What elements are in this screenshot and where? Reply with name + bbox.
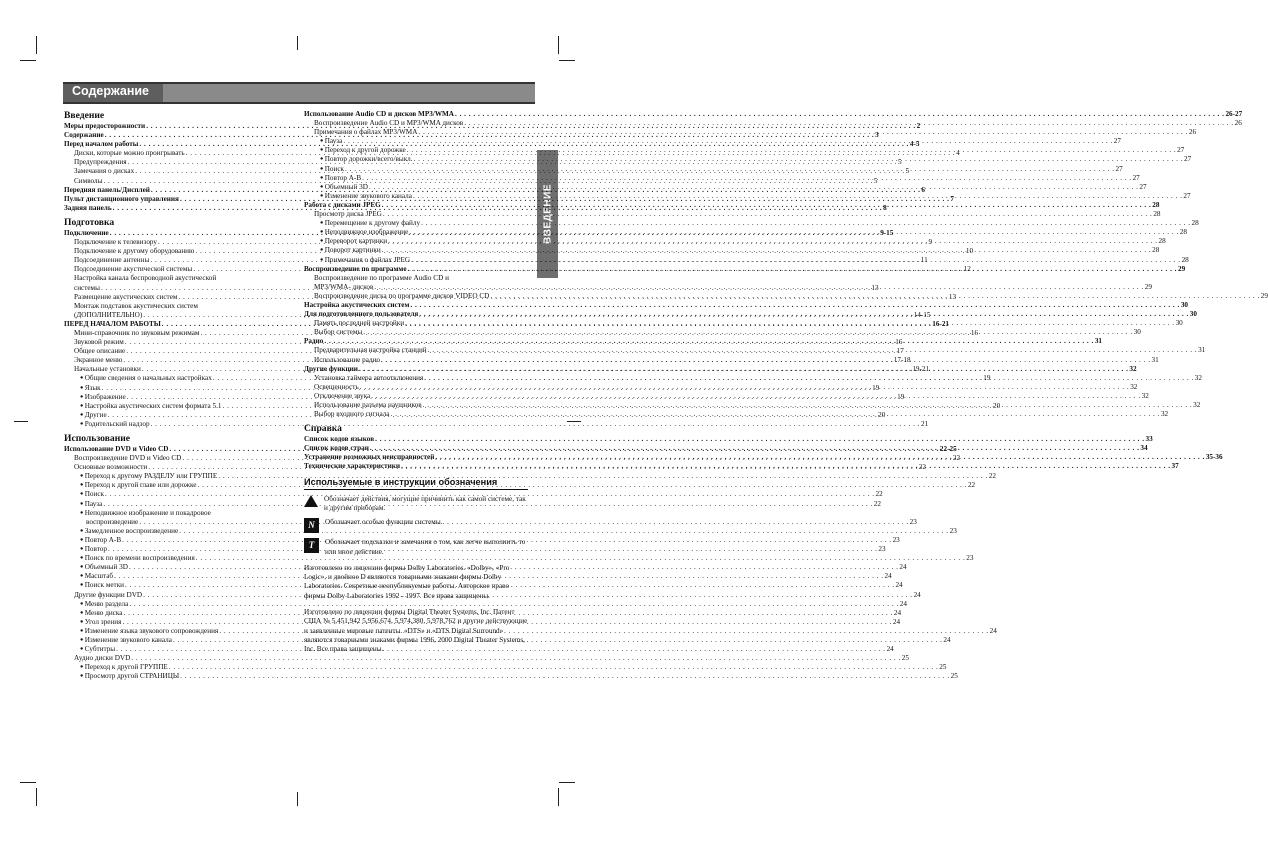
toc-page-number: 32 [1130, 382, 1138, 391]
toc-page-number: 30 [1133, 328, 1141, 337]
toc-entry-text: Подключение [64, 228, 109, 237]
toc-entry-text: ● Просмотр другой СТРАНИЦЫ [80, 672, 179, 681]
toc-entry-text: ● Переход к другой дорожке [320, 146, 406, 155]
toc-entry-text: Общее описание [74, 347, 126, 356]
toc-page-number: 7 [950, 194, 954, 203]
toc-entry [64, 554, 974, 563]
toc-entry-text: ● Пауза [80, 500, 102, 509]
toc-entry-text: Замечания о дисках [74, 167, 135, 176]
toc-entry-text: ● Перемещение к другому файлу [320, 219, 420, 228]
toc-entry-text: Монтаж подставок акустических систем [74, 301, 198, 310]
toc-page-number: 3 [875, 131, 879, 140]
toc-page-number: 24 [943, 635, 951, 644]
dot-leader [179, 527, 948, 536]
toc-page-number: 27 [1115, 164, 1123, 173]
toc-page-number: 30 [1189, 310, 1197, 319]
toc-page-number: 27 [1177, 146, 1185, 155]
toc-entry-text: Воспроизведение диска по программе дисков VIDEO CD [314, 291, 490, 300]
toc-page-number: 19 [897, 392, 905, 401]
toc-entry-text: ● Поиск метки [80, 581, 124, 590]
toc-page-number: 24 [884, 572, 892, 581]
toc-entry-text: Технические характеристики [304, 462, 401, 471]
toc-page-number: 22 [988, 472, 996, 481]
dot-leader [423, 401, 1192, 410]
toc-entry-text: Радио [304, 337, 324, 346]
toc-entry-text: Подключение к другому оборудованию [74, 247, 195, 256]
symbols-section-title: Используемые в инструкции обозначения [304, 478, 528, 490]
dot-leader [414, 155, 1183, 164]
toc-entry-text: Аудио диски DVD [74, 654, 131, 663]
dot-leader [424, 374, 1193, 383]
toc-page-number: 22 [875, 490, 883, 499]
toc-entry [304, 146, 1185, 155]
toc-entry-text: ● Меню раздела [80, 600, 128, 609]
symbol-note [304, 518, 528, 533]
toc-entry-text: Основные возможности [74, 463, 148, 472]
symbol-description: Обозначает особые функции системы. [325, 518, 443, 527]
crop-mark [559, 60, 575, 61]
dts-license-paragraph: Изготовлено по лицензии фирмы Digital Theater Systems, Inc. Патент США № 5,451,942 5,956,674, 5,974,380, 5,978,762 и другие действующие и заявленные мировые патенты. «DTS» и «DTS Digital Surround» являются товарными знаками фирмы 1996, 2000 Digital Theater Systems, Inc. Все права защищены. [304, 608, 528, 654]
toc-page-number: 26 [1234, 119, 1242, 128]
toc-page-number: 5 [898, 158, 902, 167]
crop-mark [14, 421, 28, 422]
toc-entry-text: Настройка канала беспроводной акустической [74, 274, 217, 283]
toc-entry-text: Список кодов языков [304, 435, 375, 444]
toc-entry [304, 300, 1188, 310]
toc-entry-text: Экранное меню [74, 356, 123, 365]
dot-leader [369, 183, 1138, 192]
toc-entry [304, 155, 1192, 164]
section-heading: Использование [64, 433, 131, 444]
toc-page-number: 31 [1094, 337, 1102, 346]
toc-page-number: 22 [952, 454, 961, 463]
crop-mark [297, 792, 298, 806]
dot-leader [362, 174, 1131, 183]
toc-entry [64, 472, 996, 481]
toc-entry-line: ● Неподвижное изображение и покадровое [80, 508, 211, 517]
symbol-warning [304, 495, 528, 514]
toc-entry-text: ● Настройка акустических систем формата 5.1 [80, 402, 222, 411]
dot-leader [401, 462, 1170, 471]
toc-entry-text: Другие функции DVD [74, 590, 143, 599]
toc-entry-text: Меры предосторожности [64, 122, 146, 130]
toc-entry [64, 672, 958, 681]
toc-page-number: 28 [1152, 200, 1160, 209]
toc-page-number: 10 [965, 247, 974, 256]
dot-leader [413, 192, 1182, 201]
section-heading: Введение [64, 110, 105, 121]
toc-page-number: 21 [921, 419, 929, 428]
toc-entry-text: ● Неподвижное изображение [320, 228, 408, 237]
dot-leader [370, 444, 1139, 453]
toc-entry [64, 663, 947, 672]
toc-entry [64, 645, 894, 654]
dot-leader [151, 420, 920, 429]
dot-leader [382, 246, 1151, 255]
toc-entry-line [64, 302, 290, 311]
toc-entry [64, 599, 907, 609]
toc-page-number: 25 [950, 672, 958, 681]
toc-entry-text: ● Переход к другой ГРУППЕ [80, 663, 168, 672]
toc-entry [304, 237, 1166, 246]
toc-page-number: 22 [918, 463, 926, 472]
crop-mark [36, 788, 37, 806]
toc-entry-text: Примечания о файлах MP3/WMA [314, 128, 418, 137]
toc-page-number: 24 [899, 563, 907, 572]
dot-leader [410, 301, 1179, 310]
toc-page-number: 24 [893, 608, 902, 617]
toc-entry [304, 200, 1160, 210]
toc-entry-line [304, 274, 528, 283]
crop-mark [558, 788, 559, 806]
dot-leader [390, 410, 1159, 419]
toc-page-number: 23 [892, 535, 900, 544]
toc-page-number: 24 [886, 645, 894, 654]
toc-page-number: 13 [871, 283, 879, 292]
toc-entry-text: Воспроизведение по программе Audio CD и [314, 273, 449, 282]
dot-leader [363, 328, 1132, 337]
toc-entry-text: Содержание [64, 131, 104, 140]
toc-entry-text: Использование разъема наушников [314, 401, 422, 409]
toc-page-number: 28 [1153, 210, 1161, 219]
crop-mark [559, 782, 575, 783]
toc-entry [64, 654, 909, 663]
toc-entry [64, 617, 901, 627]
toc-entry-text: Начальные установки [74, 365, 141, 374]
toc-page-number: 28 [1181, 255, 1189, 264]
dolby-license-paragraph: Изготовлено по лицензии фирмы Dolby Laboratories. «Dolby», «Pro Logic», и двойное D являются товарными знаками фирмы Dolby Laboratories. Секретные неопубликуемые работы. Авторское право фирмы Dolby Laboratories 1992 - 1997. Все права защищены. [304, 563, 510, 600]
toc-entry-text: воспроизведение [86, 517, 139, 526]
page-title: Содержание [72, 84, 150, 98]
toc-entry-text: ● Угол зрения [80, 618, 121, 627]
toc-entry-text: ● Изменение языка звукового сопровождения [80, 627, 218, 636]
toc-entry-text: Выбор входного сигнала [314, 410, 390, 419]
crop-mark [36, 36, 37, 54]
toc-page-number: 16-21 [932, 319, 950, 328]
toc-page-number: 27 [1183, 191, 1191, 200]
toc-page-number: 19 [983, 374, 991, 383]
toc-page-number: 30 [1175, 319, 1183, 328]
toc-entry-text: Задняя панель [64, 203, 112, 212]
dot-leader [407, 146, 1176, 155]
dot-leader [180, 672, 949, 681]
dot-leader [382, 201, 1151, 210]
dot-leader [490, 292, 1259, 301]
toc-entry [64, 590, 921, 600]
symbol-description: Обозначает действия, могущие причинить как самой системе, так и другим приборам. [324, 494, 526, 512]
toc-entry-text: Установка таймера автоотключения [314, 373, 424, 382]
toc-page-number: 30 [1180, 300, 1188, 309]
dot-leader [419, 310, 1188, 319]
crop-mark [297, 36, 298, 50]
toc-page-number: 22 [873, 499, 881, 508]
toc-page-number: 28 [1152, 246, 1160, 255]
toc-page-number: 19-21 [912, 365, 930, 374]
toc-entry-text: Список кодов стран [304, 444, 369, 453]
toc-page-number: 34 [1140, 444, 1148, 453]
dot-leader [428, 346, 1197, 355]
dot-leader [375, 435, 1144, 444]
toc-entry-text: Подключение к телевизору [74, 238, 158, 247]
toc-entry-text: ● Поиск [320, 165, 344, 174]
crop-mark [20, 60, 36, 61]
toc-entry-text: ● Примечания о файлах JPEG [320, 256, 410, 265]
toc-page-number: 13 [948, 292, 957, 301]
toc-page-number: 17 [896, 347, 904, 356]
toc-entry-text: Воспроизведение по программе [304, 264, 407, 273]
toc-entry-text: Использование Audio CD и дисков MP3/WMA [304, 110, 454, 118]
toc-page-number: 2 [916, 122, 921, 130]
toc-page-number: 20 [878, 410, 886, 419]
toc-page-number: 32 [1194, 373, 1202, 382]
section-heading: Справка [304, 423, 342, 435]
toc-entry-text: ● Переход к другому РАЗДЕЛУ или ГРУППЕ [80, 472, 217, 481]
toc-entry-text: Другие функции [304, 364, 358, 373]
toc-page-number: 23 [878, 545, 886, 554]
toc-entry-text: ● Изменение звукового канала [320, 192, 412, 201]
toc-entry-text: Символы [74, 176, 103, 185]
toc-page-number: 16 [970, 328, 979, 337]
toc-page-number: 28 [1179, 228, 1187, 237]
toc-entry [304, 110, 1243, 119]
dot-leader [359, 365, 1128, 374]
dot-leader [324, 337, 1093, 346]
toc-entry-text: Выбор системы [314, 328, 363, 337]
toc-page-number: 9 [928, 238, 933, 247]
toc-entry-text: ● Субтитры [80, 645, 115, 654]
toc-page-number: 24 [895, 581, 903, 590]
toc-entry-text: ● Объемный 3D [320, 183, 368, 192]
toc-entry-text: ПЕРЕД НАЧАЛОМ РАБОТЫ [64, 319, 161, 328]
toc-page-number: 23 [949, 526, 957, 535]
toc-page-number: 22 [967, 481, 976, 490]
toc-page-number: 37 [1171, 462, 1179, 471]
toc-entry-text: Настройка акустических систем [304, 300, 410, 309]
toc-page-number: 23 [909, 517, 917, 526]
toc-entry-text: Подсоединение антенны [74, 256, 150, 265]
toc-entry-text: Для подготовленного пользователя [304, 310, 419, 319]
toc-page-number: 4 [956, 149, 960, 158]
toc-page-number: 29 [1144, 282, 1152, 291]
dot-leader [131, 654, 900, 663]
toc-page-number: 11 [920, 256, 928, 265]
toc-entry-text: Подсоединение акустической системы [74, 265, 193, 274]
dot-leader [421, 219, 1190, 228]
toc-entry-text: Мини-справочник по звуковым режимам [74, 328, 200, 337]
toc-entry [304, 119, 1242, 128]
toc-entry-text: Предупреждения [74, 158, 127, 167]
toc-entry-text: Отключение звука [314, 391, 371, 400]
toc-entry-text: ● Поиск по времени воспроизведения [80, 554, 195, 563]
toc-entry-text: Воспроизведение Audio CD и MP3/WMA дисков [314, 119, 464, 128]
toc-page-number: 5 [905, 167, 910, 176]
toc-entry-text: ● Общие сведения о начальных настройках [80, 374, 212, 383]
side-tab-label: ВВЕДЕНИЕ [542, 184, 553, 244]
toc-entry-text: Диски, которые можно проигрывать [74, 149, 185, 158]
toc-entry-text: ● Пауза [320, 137, 342, 146]
toc-entry-text: ● Повтор A-B [320, 174, 361, 183]
dot-leader [408, 265, 1177, 274]
toc-entry [64, 526, 957, 536]
symbol-tip [304, 538, 528, 557]
toc-page-number: 24 [989, 626, 997, 635]
toc-entry [64, 490, 883, 499]
toc-entry [304, 210, 1161, 219]
toc-page-number: 17-18 [893, 356, 911, 365]
toc-entry-text: Просмотр диска JPEG [314, 210, 382, 219]
toc-entry-text: Использование радио [314, 355, 381, 364]
toc-page-number: 27 [1132, 173, 1140, 182]
dot-leader [388, 237, 1157, 246]
toc-entry-text: ● Масштаб [80, 572, 113, 581]
toc-page-number: 5 [873, 176, 878, 185]
toc-entry [64, 581, 903, 590]
toc-entry-text: Размещение акустических систем [74, 292, 178, 301]
dot-leader [371, 392, 1140, 401]
toc-page-number: 27 [1139, 182, 1147, 191]
dot-leader [409, 228, 1178, 237]
toc-entry-text: Устранение возможных неисправностей [304, 453, 435, 462]
toc-entry [304, 173, 1140, 183]
toc-entry-text: ● Замедленное воспроизведение [80, 527, 178, 536]
dot-leader [464, 119, 1233, 128]
toc-entry-text: ● Повтор A-B [80, 536, 121, 545]
toc-page-number: 27 [1184, 155, 1192, 164]
toc-entry-text: Память последней настройки [314, 319, 405, 328]
toc-entry-text: ● Переворот картинки [320, 237, 387, 246]
toc-entry-text: Работа с дисками JPEG [304, 200, 381, 209]
toc-entry-text: ● Другие [80, 411, 107, 420]
toc-entry-text: Воспроизведение DVD и Video CD [74, 454, 182, 463]
toc-page-number: 29 [1177, 264, 1186, 273]
toc-entry-text: ● Язык [80, 384, 101, 393]
toc-entry-text: ● Меню диска [80, 609, 122, 618]
toc-entry-text: системы [74, 283, 100, 292]
toc-entry [304, 191, 1191, 201]
toc-entry [304, 435, 1153, 444]
toc-entry [304, 128, 1197, 137]
section-heading: Подготовка [64, 216, 115, 228]
toc-entry-text: ● Поиск [80, 490, 104, 499]
toc-entry-text: ● Повтор дорожки/всего/выкл. [320, 155, 413, 164]
toc-entry-text: ● Родительский надзор [80, 420, 150, 429]
toc-entry-text: ● Переход к другой главе или дорожке [80, 481, 196, 490]
toc-entry-text: Предварительная настройка станций [314, 346, 427, 355]
toc-entry-text: ● Повтор [80, 545, 107, 554]
toc-page-number: 20 [992, 401, 1001, 410]
toc-entry [64, 535, 900, 545]
note-n-icon: N [304, 518, 319, 533]
dot-leader [383, 210, 1152, 219]
toc-entry-text: Освещенность [314, 382, 359, 391]
toc-page-number: 8 [883, 203, 887, 212]
toc-entry-text: MP3/WMA- дисков [314, 282, 374, 291]
toc-page-number: 29 [1260, 291, 1268, 300]
toc-entry [304, 219, 1199, 228]
toc-entry [64, 626, 997, 636]
toc-page-number: 24 [892, 617, 901, 626]
toc-page-number: 32 [1160, 410, 1169, 419]
toc-entry [64, 563, 907, 572]
toc-page-number: 22-25 [939, 445, 957, 453]
dot-leader [411, 256, 1180, 265]
dot-leader [345, 165, 1114, 174]
toc-page-number: 26-27 [1225, 110, 1243, 118]
toc-page-number: 28 [1158, 237, 1166, 246]
toc-entry-line [64, 274, 290, 283]
toc-page-number: 27 [1113, 137, 1121, 146]
dot-leader [418, 128, 1187, 137]
toc-entry-text: ● Изменение звукового канала [80, 636, 172, 645]
toc-page-number: 32 [1141, 391, 1149, 400]
toc-page-number: 32 [1193, 401, 1201, 409]
toc-page-number: 16 [895, 338, 903, 347]
toc-page-number: 33 [1145, 435, 1153, 444]
toc-page-number: 32 [1129, 364, 1137, 373]
toc-page-number: 23 [966, 554, 974, 563]
toc-entry [304, 182, 1147, 192]
toc-entry [64, 635, 951, 645]
toc-page-number: 25 [939, 663, 947, 672]
toc-entry-text: Пульт дистанционного управления [64, 194, 179, 203]
dot-leader [173, 636, 942, 645]
crop-mark [20, 782, 36, 783]
toc-entry-text: Перед началом работы [64, 140, 139, 149]
toc-entry-text: Звуковой режим [74, 338, 124, 347]
dot-leader [169, 663, 938, 672]
toc-entry [64, 608, 902, 618]
toc-page-number: 24 [899, 599, 907, 608]
toc-entry-text: Использование DVD и Video CD [64, 445, 169, 453]
toc-page-number: 25 [901, 654, 909, 663]
toc-page-number: 24 [913, 590, 921, 599]
dot-leader [381, 356, 1150, 365]
toc-page-number: 35-36 [1205, 453, 1223, 462]
warning-triangle-icon [304, 495, 318, 507]
toc-page-number: 19 [872, 383, 880, 392]
toc-entry-text: ● Поворот картинки [320, 246, 381, 255]
toc-page-number: 28 [1191, 219, 1199, 228]
dot-leader [360, 383, 1129, 392]
dot-leader [343, 137, 1112, 146]
crop-mark [558, 36, 559, 54]
dot-leader [455, 110, 1224, 119]
toc-entry-text: Передняя панель/Дисплей [64, 185, 150, 194]
toc-entry-text: Неподвижное изображение и покадровое [84, 508, 211, 517]
toc-page-number: 6 [921, 185, 925, 194]
toc-entry [64, 572, 892, 581]
toc-entry-text: ● Изображение [80, 393, 126, 402]
toc-page-number: 12 [963, 265, 971, 274]
toc-entry [304, 164, 1123, 174]
dot-leader [405, 319, 1174, 328]
toc-page-number: 9-15 [880, 228, 894, 237]
dot-leader [435, 453, 1204, 462]
toc-page-number: 26 [1188, 128, 1197, 137]
toc-page-number: 31 [1151, 355, 1159, 364]
symbol-description: Обозначает подсказки и замечания о том, как легче выполнить то или иное действие. [325, 538, 526, 556]
toc-entry-text: ● Объемный 3D [80, 563, 128, 572]
dot-leader [374, 283, 1143, 292]
tip-t-icon: T [304, 538, 319, 553]
toc-page-number: 14-15 [913, 310, 931, 319]
toc-page-number: 4-5 [909, 140, 920, 149]
toc-page-number: 31 [1198, 346, 1206, 355]
toc-entry-text: (ДОПОЛНИТЕЛЬНО) [74, 310, 143, 319]
